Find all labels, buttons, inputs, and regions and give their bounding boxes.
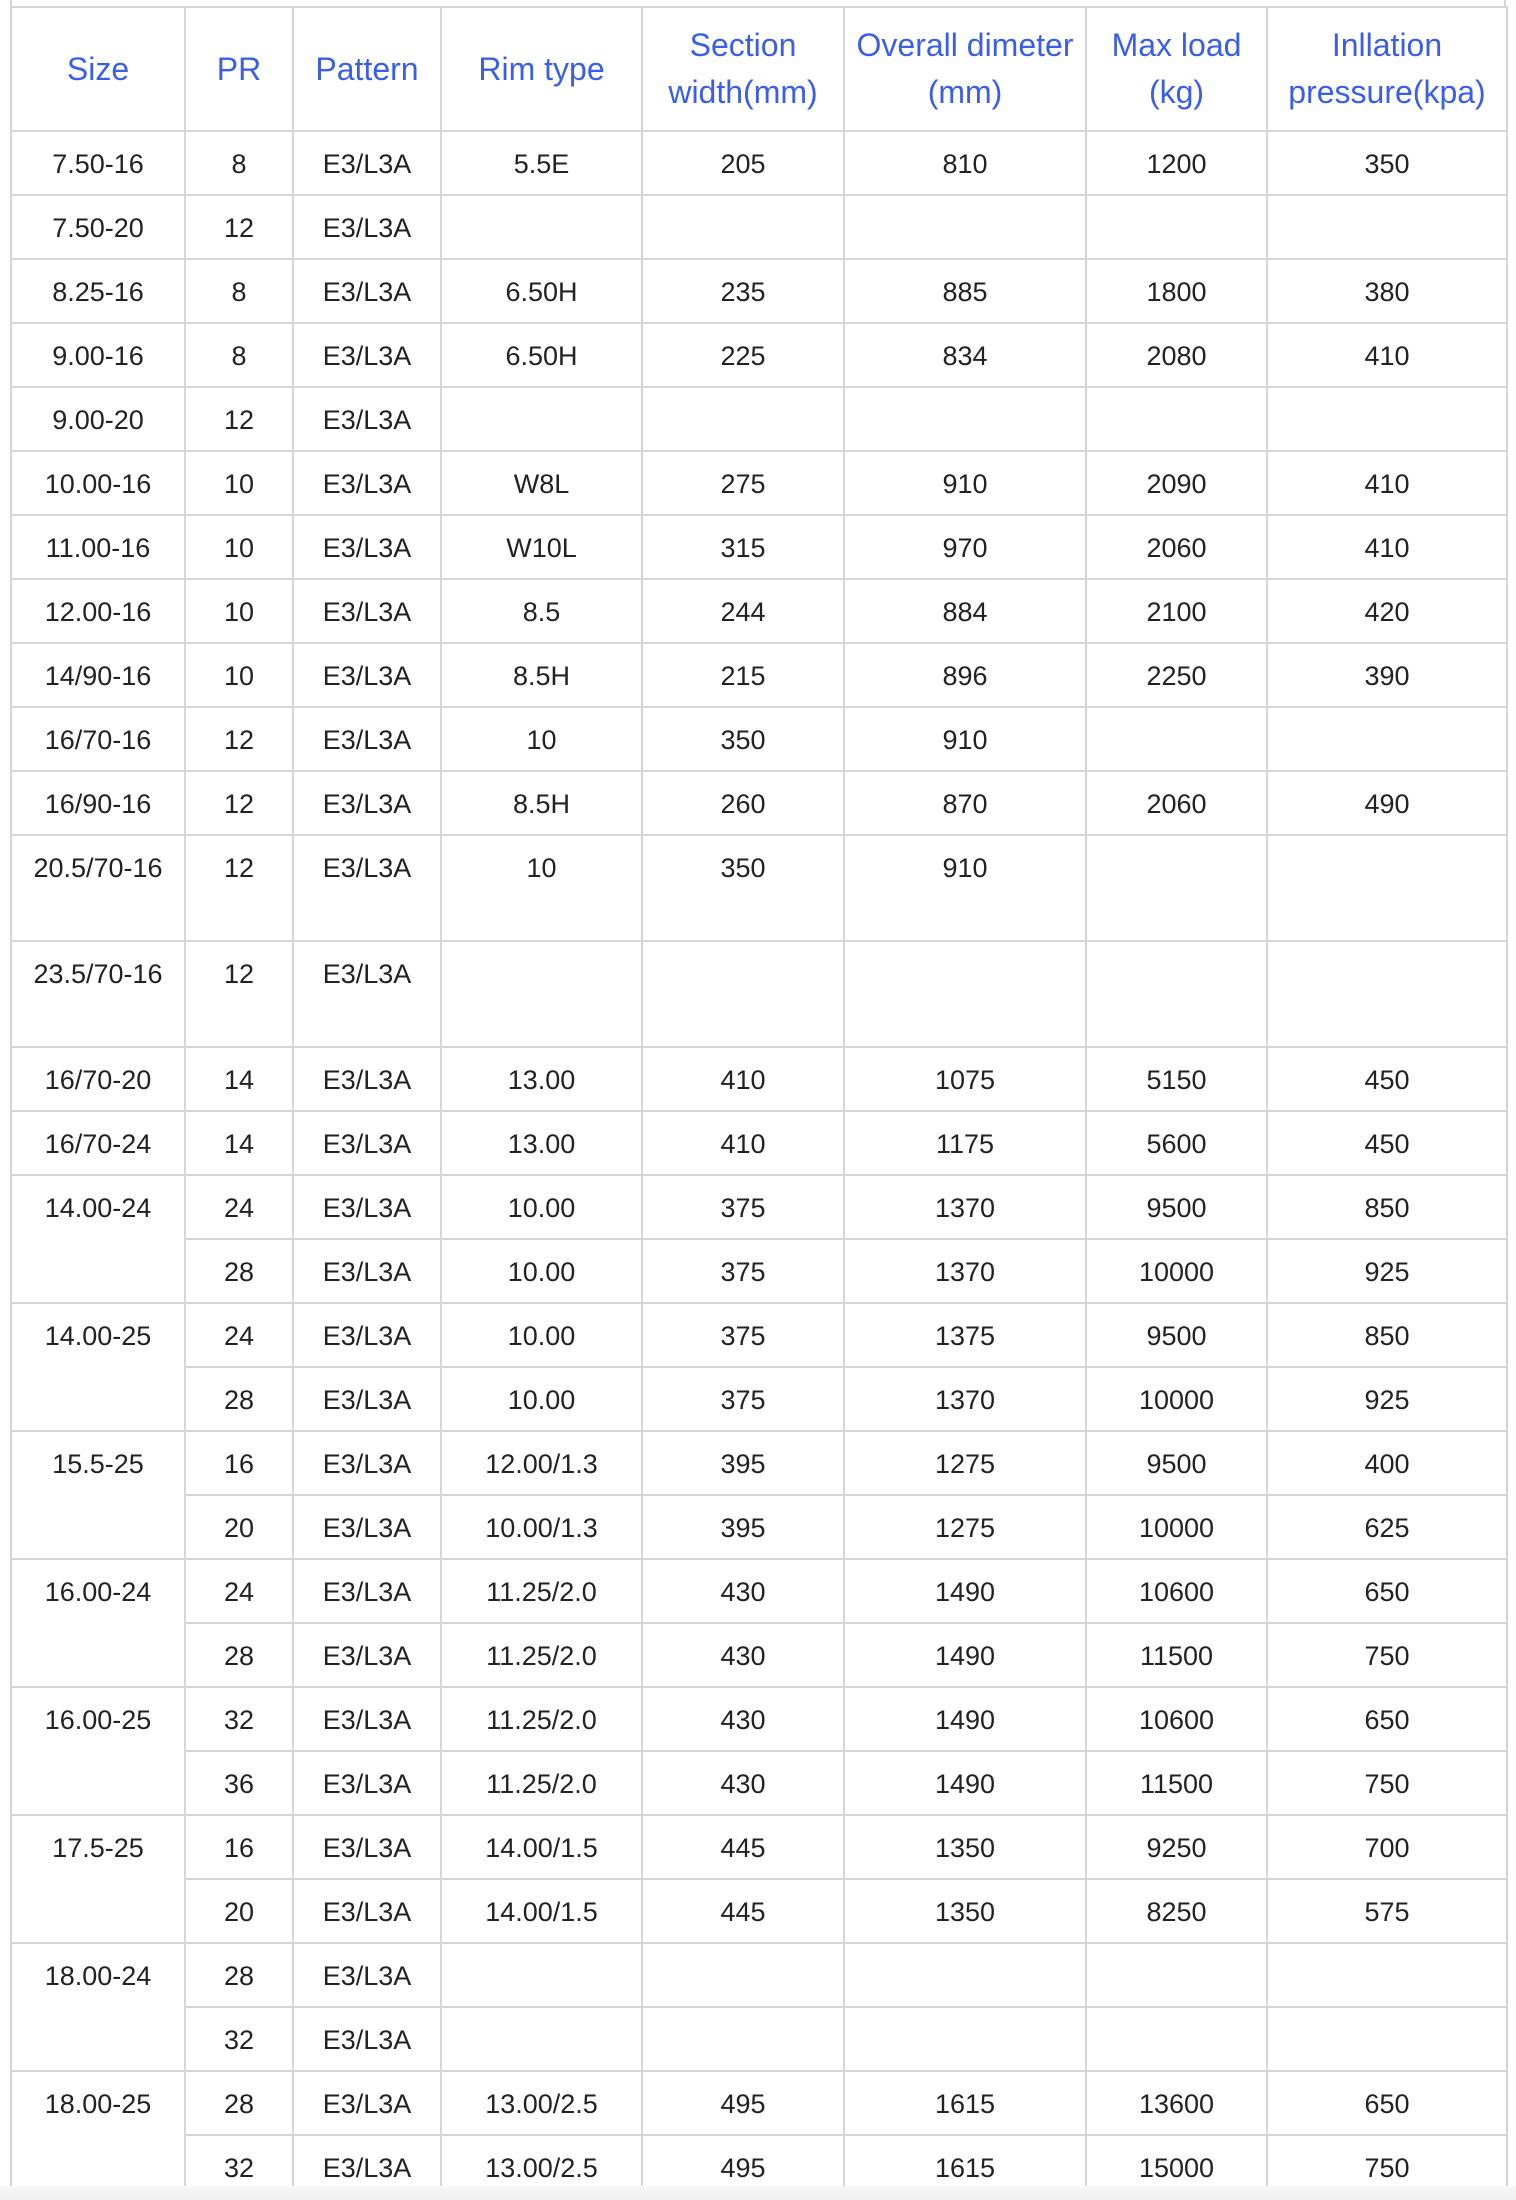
cell-inflation-pressure: 380: [1267, 259, 1507, 323]
cell-inflation-pressure: 925: [1267, 1239, 1507, 1303]
cell-size: 7.50-16: [11, 131, 185, 195]
cell-max-load: [1086, 707, 1267, 771]
cell-pr: 28: [185, 2071, 293, 2135]
cell-section-width: 395: [642, 1431, 844, 1495]
cell-section-width: 395: [642, 1495, 844, 1559]
table-row: [11, 1047, 1507, 1111]
cell-pr: 16: [185, 1431, 293, 1495]
cell-inflation-pressure: 450: [1267, 1111, 1507, 1175]
cell-rim-type: 8.5H: [441, 643, 642, 707]
cell-pattern: E3/L3A: [293, 579, 441, 643]
cell-size: 14.00-25: [11, 1303, 185, 1431]
cell-pattern: E3/L3A: [293, 1367, 441, 1431]
cell-rim-type: [441, 1943, 642, 2007]
table-row: [11, 1623, 1507, 1687]
cell-pattern: E3/L3A: [293, 1111, 441, 1175]
cell-inflation-pressure: 750: [1267, 1623, 1507, 1687]
cell-pr: 20: [185, 1879, 293, 1943]
cell-pattern: E3/L3A: [293, 941, 441, 1047]
cell-pattern: E3/L3A: [293, 1175, 441, 1239]
cell-size: 17.5-25: [11, 1815, 185, 1943]
cell-pattern: E3/L3A: [293, 1623, 441, 1687]
cell-inflation-pressure: 410: [1267, 323, 1507, 387]
cell-max-load: 2080: [1086, 323, 1267, 387]
cell-rim-type: 14.00/1.5: [441, 1815, 642, 1879]
table-row: [11, 1367, 1507, 1431]
cell-section-width: [642, 387, 844, 451]
cell-overall-diameter: 1370: [844, 1239, 1086, 1303]
cell-size: 9.00-20: [11, 387, 185, 451]
cell-pattern: E3/L3A: [293, 1879, 441, 1943]
cell-section-width: 375: [642, 1175, 844, 1239]
cell-rim-type: [441, 387, 642, 451]
cell-overall-diameter: 810: [844, 131, 1086, 195]
cell-max-load: [1086, 1943, 1267, 2007]
header-section-width: Section width(mm): [642, 7, 844, 131]
cell-inflation-pressure: [1267, 387, 1507, 451]
cell-section-width: 235: [642, 259, 844, 323]
cell-inflation-pressure: 490: [1267, 771, 1507, 835]
table-row: [11, 835, 1507, 941]
cell-size: 16/70-24: [11, 1111, 185, 1175]
cell-max-load: 8250: [1086, 1879, 1267, 1943]
cell-inflation-pressure: 700: [1267, 1815, 1507, 1879]
cell-size: 15.5-25: [11, 1431, 185, 1559]
table-row: [11, 1943, 1507, 2007]
cell-pattern: E3/L3A: [293, 771, 441, 835]
cell-pattern: E3/L3A: [293, 1751, 441, 1815]
cell-size: 11.00-16: [11, 515, 185, 579]
cell-rim-type: 11.25/2.0: [441, 1559, 642, 1623]
cell-overall-diameter: 1615: [844, 2135, 1086, 2199]
table-row: [11, 131, 1507, 195]
cell-max-load: 11500: [1086, 1751, 1267, 1815]
cell-max-load: 15000: [1086, 2135, 1267, 2199]
cell-inflation-pressure: [1267, 195, 1507, 259]
cell-max-load: 5600: [1086, 1111, 1267, 1175]
header-row: [11, 7, 1507, 131]
cell-pr: 28: [185, 1623, 293, 1687]
cell-section-width: 430: [642, 1623, 844, 1687]
cell-inflation-pressure: [1267, 835, 1507, 941]
cell-max-load: [1086, 2007, 1267, 2071]
cell-pr: 10: [185, 451, 293, 515]
cell-pattern: E3/L3A: [293, 259, 441, 323]
cell-section-width: 215: [642, 643, 844, 707]
header-size: Size: [11, 7, 185, 131]
table-row: [11, 1751, 1507, 1815]
cell-overall-diameter: [844, 941, 1086, 1047]
cell-max-load: 10600: [1086, 1559, 1267, 1623]
cell-overall-diameter: 1275: [844, 1495, 1086, 1559]
cell-inflation-pressure: [1267, 707, 1507, 771]
table-row: [11, 1687, 1507, 1751]
cell-section-width: 445: [642, 1879, 844, 1943]
cell-max-load: 9500: [1086, 1431, 1267, 1495]
cell-max-load: [1086, 941, 1267, 1047]
cell-section-width: 260: [642, 771, 844, 835]
cell-pr: 12: [185, 707, 293, 771]
cell-max-load: 1200: [1086, 131, 1267, 195]
cell-overall-diameter: 884: [844, 579, 1086, 643]
cell-pr: 16: [185, 1815, 293, 1879]
table-row: [11, 387, 1507, 451]
cell-pattern: E3/L3A: [293, 1431, 441, 1495]
cell-pr: 32: [185, 2135, 293, 2199]
cell-pattern: E3/L3A: [293, 323, 441, 387]
cell-overall-diameter: 1375: [844, 1303, 1086, 1367]
cell-rim-type: 8.5H: [441, 771, 642, 835]
header-inflation-pressure: Inllation pressure(kpa): [1267, 7, 1507, 131]
cell-inflation-pressure: 410: [1267, 451, 1507, 515]
cell-overall-diameter: 910: [844, 835, 1086, 941]
cell-pr: 24: [185, 1559, 293, 1623]
cell-pr: 32: [185, 2007, 293, 2071]
cell-pattern: E3/L3A: [293, 131, 441, 195]
cell-rim-type: 8.5: [441, 579, 642, 643]
cell-pattern: E3/L3A: [293, 1495, 441, 1559]
cell-rim-type: W8L: [441, 451, 642, 515]
cell-pr: 12: [185, 835, 293, 941]
cell-pattern: E3/L3A: [293, 707, 441, 771]
cell-overall-diameter: 1350: [844, 1879, 1086, 1943]
table-row: [11, 1175, 1507, 1239]
cell-inflation-pressure: 410: [1267, 515, 1507, 579]
cell-max-load: 2060: [1086, 515, 1267, 579]
table-row: [11, 451, 1507, 515]
cell-overall-diameter: [844, 387, 1086, 451]
header-pattern: Pattern: [293, 7, 441, 131]
cell-section-width: 495: [642, 2071, 844, 2135]
cell-pr: 12: [185, 195, 293, 259]
cell-rim-type: [441, 2007, 642, 2071]
cell-pattern: E3/L3A: [293, 515, 441, 579]
table-row: [11, 1879, 1507, 1943]
cell-rim-type: 13.00/2.5: [441, 2135, 642, 2199]
cell-size: 16/70-20: [11, 1047, 185, 1111]
cell-pr: 8: [185, 131, 293, 195]
cell-size: 8.25-16: [11, 259, 185, 323]
cell-pr: 28: [185, 1367, 293, 1431]
cell-rim-type: 10.00: [441, 1175, 642, 1239]
cell-max-load: 13600: [1086, 2071, 1267, 2135]
cell-rim-type: 13.00: [441, 1047, 642, 1111]
cell-section-width: [642, 941, 844, 1047]
cell-section-width: 350: [642, 835, 844, 941]
cell-overall-diameter: 1490: [844, 1559, 1086, 1623]
cell-section-width: 375: [642, 1367, 844, 1431]
cell-section-width: 315: [642, 515, 844, 579]
cell-rim-type: [441, 941, 642, 1047]
cell-overall-diameter: 870: [844, 771, 1086, 835]
cell-pattern: E3/L3A: [293, 2135, 441, 2199]
cell-inflation-pressure: 650: [1267, 1687, 1507, 1751]
tire-spec-table: [10, 6, 1508, 2200]
cell-rim-type: 10.00: [441, 1367, 642, 1431]
cell-inflation-pressure: 750: [1267, 1751, 1507, 1815]
table-row: [11, 643, 1507, 707]
cell-inflation-pressure: 925: [1267, 1367, 1507, 1431]
header-overall-diameter: Overall dimeter (mm): [844, 7, 1086, 131]
cell-max-load: 10000: [1086, 1239, 1267, 1303]
cell-inflation-pressure: 850: [1267, 1303, 1507, 1367]
table-row: [11, 323, 1507, 387]
cell-pr: 8: [185, 259, 293, 323]
table-row: [11, 1239, 1507, 1303]
table-row: [11, 1431, 1507, 1495]
cell-rim-type: 5.5E: [441, 131, 642, 195]
cell-pattern: E3/L3A: [293, 2071, 441, 2135]
cell-inflation-pressure: 650: [1267, 2071, 1507, 2135]
cell-pattern: E3/L3A: [293, 835, 441, 941]
cell-overall-diameter: 1490: [844, 1751, 1086, 1815]
cell-size: 9.00-16: [11, 323, 185, 387]
cell-pr: 10: [185, 579, 293, 643]
cell-overall-diameter: 1350: [844, 1815, 1086, 1879]
cell-size: 16/70-16: [11, 707, 185, 771]
cell-rim-type: 13.00: [441, 1111, 642, 1175]
cell-size: 7.50-20: [11, 195, 185, 259]
cell-pattern: E3/L3A: [293, 387, 441, 451]
cell-overall-diameter: 910: [844, 707, 1086, 771]
cell-rim-type: 6.50H: [441, 259, 642, 323]
table-row: [11, 1815, 1507, 1879]
cell-section-width: 430: [642, 1751, 844, 1815]
cell-section-width: [642, 1943, 844, 2007]
table-row: [11, 195, 1507, 259]
cell-overall-diameter: 1370: [844, 1367, 1086, 1431]
table-row: [11, 707, 1507, 771]
cell-inflation-pressure: [1267, 2007, 1507, 2071]
cell-max-load: 9250: [1086, 1815, 1267, 1879]
cell-size: 23.5/70-16: [11, 941, 185, 1047]
cell-max-load: 9500: [1086, 1175, 1267, 1239]
cell-max-load: 5150: [1086, 1047, 1267, 1111]
cell-inflation-pressure: 420: [1267, 579, 1507, 643]
table-row: [11, 1495, 1507, 1559]
cell-pr: 24: [185, 1303, 293, 1367]
cell-overall-diameter: [844, 2007, 1086, 2071]
header-pr: PR: [185, 7, 293, 131]
cell-rim-type: 11.25/2.0: [441, 1623, 642, 1687]
cell-section-width: 205: [642, 131, 844, 195]
cell-pr: 8: [185, 323, 293, 387]
cell-overall-diameter: 834: [844, 323, 1086, 387]
cell-rim-type: 11.25/2.0: [441, 1687, 642, 1751]
cell-overall-diameter: [844, 195, 1086, 259]
cell-pattern: E3/L3A: [293, 195, 441, 259]
cell-size: 10.00-16: [11, 451, 185, 515]
cell-pr: 28: [185, 1943, 293, 2007]
cell-overall-diameter: 896: [844, 643, 1086, 707]
cell-rim-type: 13.00/2.5: [441, 2071, 642, 2135]
cell-overall-diameter: 1275: [844, 1431, 1086, 1495]
cell-pattern: E3/L3A: [293, 1239, 441, 1303]
cell-rim-type: 10: [441, 707, 642, 771]
header-rim-type: Rim type: [441, 7, 642, 131]
cell-max-load: 2090: [1086, 451, 1267, 515]
table-row: [11, 771, 1507, 835]
cell-pattern: E3/L3A: [293, 451, 441, 515]
cell-pr: 24: [185, 1175, 293, 1239]
cell-pattern: E3/L3A: [293, 1303, 441, 1367]
cell-inflation-pressure: 575: [1267, 1879, 1507, 1943]
cell-rim-type: 6.50H: [441, 323, 642, 387]
cell-inflation-pressure: 390: [1267, 643, 1507, 707]
cell-rim-type: 11.25/2.0: [441, 1751, 642, 1815]
page-bottom-edge: [0, 2186, 1516, 2200]
cell-rim-type: 10: [441, 835, 642, 941]
cell-inflation-pressure: 350: [1267, 131, 1507, 195]
cell-max-load: 2100: [1086, 579, 1267, 643]
cell-pattern: E3/L3A: [293, 1559, 441, 1623]
cell-inflation-pressure: 450: [1267, 1047, 1507, 1111]
cell-max-load: 2060: [1086, 771, 1267, 835]
cell-section-width: 350: [642, 707, 844, 771]
table-row: [11, 941, 1507, 1047]
cell-section-width: [642, 2007, 844, 2071]
cell-pr: 20: [185, 1495, 293, 1559]
table-row: [11, 1303, 1507, 1367]
cell-section-width: 375: [642, 1303, 844, 1367]
cell-rim-type: 10.00: [441, 1303, 642, 1367]
cell-pr: 10: [185, 643, 293, 707]
cell-inflation-pressure: 650: [1267, 1559, 1507, 1623]
cell-rim-type: 10.00/1.3: [441, 1495, 642, 1559]
cell-size: 16/90-16: [11, 771, 185, 835]
cell-section-width: 430: [642, 1687, 844, 1751]
cell-pr: 12: [185, 771, 293, 835]
cell-section-width: 410: [642, 1047, 844, 1111]
cell-inflation-pressure: [1267, 941, 1507, 1047]
cell-overall-diameter: 1615: [844, 2071, 1086, 2135]
cell-overall-diameter: 1370: [844, 1175, 1086, 1239]
cell-inflation-pressure: 750: [1267, 2135, 1507, 2199]
table-row: [11, 515, 1507, 579]
cell-section-width: 375: [642, 1239, 844, 1303]
cell-size: 16.00-24: [11, 1559, 185, 1687]
cell-overall-diameter: [844, 1943, 1086, 2007]
cell-section-width: [642, 195, 844, 259]
table-row: [11, 1559, 1507, 1623]
cell-pattern: E3/L3A: [293, 2007, 441, 2071]
cell-max-load: 11500: [1086, 1623, 1267, 1687]
cell-rim-type: 14.00/1.5: [441, 1879, 642, 1943]
cell-max-load: [1086, 195, 1267, 259]
cell-overall-diameter: 1175: [844, 1111, 1086, 1175]
cell-size: 18.00-25: [11, 2071, 185, 2199]
cell-inflation-pressure: 625: [1267, 1495, 1507, 1559]
cell-section-width: 225: [642, 323, 844, 387]
cell-overall-diameter: 1075: [844, 1047, 1086, 1111]
cell-inflation-pressure: [1267, 1943, 1507, 2007]
cell-size: 12.00-16: [11, 579, 185, 643]
cell-section-width: 430: [642, 1559, 844, 1623]
cell-max-load: 10600: [1086, 1687, 1267, 1751]
table-row: [11, 259, 1507, 323]
cell-overall-diameter: 910: [844, 451, 1086, 515]
cell-overall-diameter: 970: [844, 515, 1086, 579]
cell-size: 16.00-25: [11, 1687, 185, 1815]
table-row: [11, 579, 1507, 643]
cell-overall-diameter: 1490: [844, 1687, 1086, 1751]
cell-pr: 14: [185, 1047, 293, 1111]
cell-max-load: 10000: [1086, 1367, 1267, 1431]
cell-pr: 10: [185, 515, 293, 579]
cell-inflation-pressure: 400: [1267, 1431, 1507, 1495]
cell-section-width: 244: [642, 579, 844, 643]
cell-max-load: [1086, 387, 1267, 451]
cell-section-width: 410: [642, 1111, 844, 1175]
cell-pr: 12: [185, 387, 293, 451]
table-body: [11, 131, 1507, 2199]
cell-pattern: E3/L3A: [293, 643, 441, 707]
cell-max-load: 10000: [1086, 1495, 1267, 1559]
cell-max-load: 9500: [1086, 1303, 1267, 1367]
cell-pattern: E3/L3A: [293, 1687, 441, 1751]
cell-overall-diameter: 885: [844, 259, 1086, 323]
cell-pattern: E3/L3A: [293, 1047, 441, 1111]
cell-pattern: E3/L3A: [293, 1815, 441, 1879]
cell-size: 14/90-16: [11, 643, 185, 707]
cell-inflation-pressure: 850: [1267, 1175, 1507, 1239]
cell-max-load: [1086, 835, 1267, 941]
cell-max-load: 1800: [1086, 259, 1267, 323]
cell-rim-type: [441, 195, 642, 259]
cell-max-load: 2250: [1086, 643, 1267, 707]
table-row: [11, 1111, 1507, 1175]
header-max-load: Max load (kg): [1086, 7, 1267, 131]
cell-section-width: 445: [642, 1815, 844, 1879]
cell-pattern: E3/L3A: [293, 1943, 441, 2007]
cell-section-width: 275: [642, 451, 844, 515]
cell-pr: 32: [185, 1687, 293, 1751]
cell-pr: 36: [185, 1751, 293, 1815]
cell-pr: 12: [185, 941, 293, 1047]
cell-pr: 28: [185, 1239, 293, 1303]
cell-rim-type: W10L: [441, 515, 642, 579]
table-row: [11, 2071, 1507, 2135]
cell-size: 14.00-24: [11, 1175, 185, 1303]
cell-size: 18.00-24: [11, 1943, 185, 2071]
cell-rim-type: 12.00/1.3: [441, 1431, 642, 1495]
cell-rim-type: 10.00: [441, 1239, 642, 1303]
cell-overall-diameter: 1490: [844, 1623, 1086, 1687]
table-row: [11, 2007, 1507, 2071]
cell-section-width: 495: [642, 2135, 844, 2199]
cell-pr: 14: [185, 1111, 293, 1175]
cell-size: 20.5/70-16: [11, 835, 185, 941]
